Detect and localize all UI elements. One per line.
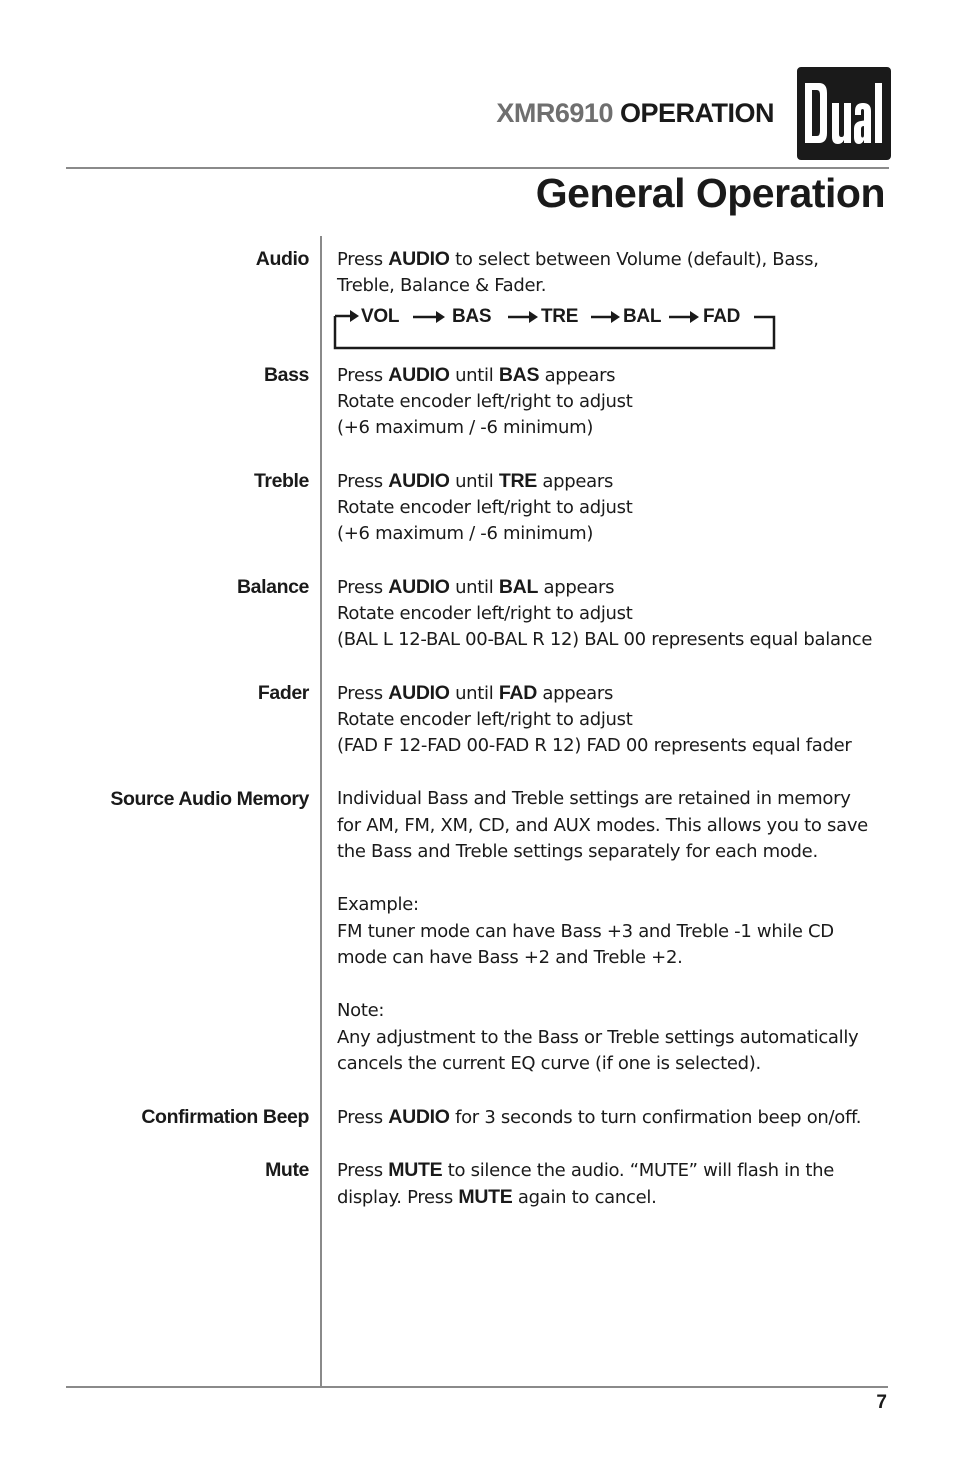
balance-line-1 [337,574,872,601]
text: again to cancel. [517,1186,657,1208]
label-confirmation-beep: Confirmation Beep [141,1106,309,1128]
treble-line-3: (+6 maximum / -6 minimum) [337,523,594,544]
treble-line-1 [337,468,633,495]
footer-divider [66,1386,888,1388]
display-code: BAL [498,576,539,598]
label-treble: Treble [253,470,309,492]
step-fad: FAD [703,306,741,327]
treble-description [337,468,633,548]
text: until [455,471,494,492]
step-bal: BAL [623,306,662,327]
fader-line-1 [337,680,852,707]
bass-line-3: (+6 maximum / -6 minimum) [337,417,594,438]
mute-line-2 [337,1184,834,1211]
note-line: cancels the current EQ curve (if one is selected). [337,1053,761,1074]
step-bas: BAS [452,306,492,327]
label-audio: Audio [255,248,309,270]
fader-line-3: (FAD F 12-FAD 00-FAD R 12) FAD 00 represents equal fader [337,735,852,756]
page-title: General Operation [535,170,885,216]
bass-line-1 [337,362,633,389]
label-fader: Fader [257,682,309,704]
note-heading: Note: [337,1000,385,1021]
audio-key: AUDIO [388,470,450,492]
text: to select between Volume (default), Bass, [455,249,819,270]
display-code: BAS [498,364,540,386]
text: appears [542,683,614,704]
audio-key: AUDIO [388,1106,450,1128]
arrow-head-icon [529,311,538,323]
text: Press [337,249,383,270]
balance-line-3: (BAL L 12-BAL 00-BAL R 12) BAL 00 represents equal balance [337,629,873,650]
column-divider [320,236,322,1387]
model-heading [496,98,774,129]
spacer [337,972,868,999]
mute-line-1 [337,1157,834,1184]
label-bass: Bass [263,364,309,386]
label-mute: Mute [265,1159,309,1181]
arrow-head-icon [436,311,445,323]
text: until [455,577,494,598]
audio-description [337,246,819,299]
text: Press [337,471,383,492]
text: for 3 seconds to turn confirmation beep on/off. [455,1107,862,1128]
sam-line: the Bass and Treble settings separately for each mode. [337,841,818,862]
confirmation-beep-line-1 [337,1104,861,1131]
note-line: Any adjustment to the Bass or Treble settings automatically [337,1026,859,1048]
dual-logo [797,67,891,160]
example-line: FM tuner mode can have Bass +3 and Treble -1 while CD [337,920,834,942]
text: appears [543,577,615,598]
mute-key: MUTE [388,1159,443,1181]
header-divider [66,167,889,169]
arrow-head-icon [350,310,359,322]
model-number: XMR6910 [496,98,613,128]
sam-line: Individual Bass and Treble settings are retained in memory [337,788,851,809]
bass-line-2: Rotate encoder left/right to adjust [337,390,633,412]
text: Press [337,577,383,598]
step-vol: VOL [361,306,400,327]
example-line: mode can have Bass +2 and Treble +2. [337,947,683,968]
audio-key: AUDIO [388,248,450,270]
dual-logo-mark [797,67,891,160]
display-code: TRE [498,470,537,492]
text: Press [337,365,383,386]
label-balance: Balance [237,576,309,598]
spacer [337,866,868,893]
audio-key: AUDIO [388,364,450,386]
text: Press [337,683,383,704]
text: until [455,365,494,386]
arrow-head-icon [690,311,699,323]
audio-key: AUDIO [388,682,450,704]
text: Press [337,1107,383,1128]
text: appears [544,365,616,386]
sam-line: for AM, FM, XM, CD, and AUX modes. This allows you to save [337,814,868,836]
confirmation-beep-description [337,1104,861,1131]
bass-description [337,362,633,442]
fader-line-2: Rotate encoder left/right to adjust [337,708,633,730]
audio-mode-cycle-diagram [333,304,777,350]
mute-description [337,1157,834,1210]
arrow-head-icon [611,311,620,323]
page-number: 7 [876,1392,887,1413]
example-heading: Example: [337,894,419,915]
treble-line-2: Rotate encoder left/right to adjust [337,496,633,518]
audio-line-2: Treble, Balance & Fader. [337,274,547,296]
audio-line-1 [337,246,819,273]
text: appears [542,471,614,492]
section-name: OPERATION [619,98,774,128]
display-code: FAD [498,682,537,704]
step-tre: TRE [541,306,579,327]
balance-line-2: Rotate encoder left/right to adjust [337,602,633,624]
text: display. Press [337,1186,453,1208]
label-source-audio-memory: Source Audio Memory [110,788,309,810]
text: until [455,683,494,704]
audio-key: AUDIO [388,576,450,598]
mute-key: MUTE [458,1185,513,1208]
balance-description [337,574,872,654]
text: Press [337,1160,383,1181]
fader-description [337,680,852,760]
text: to silence the audio. “MUTE” will flash in the [447,1160,835,1181]
source-audio-memory-description [337,786,868,1078]
